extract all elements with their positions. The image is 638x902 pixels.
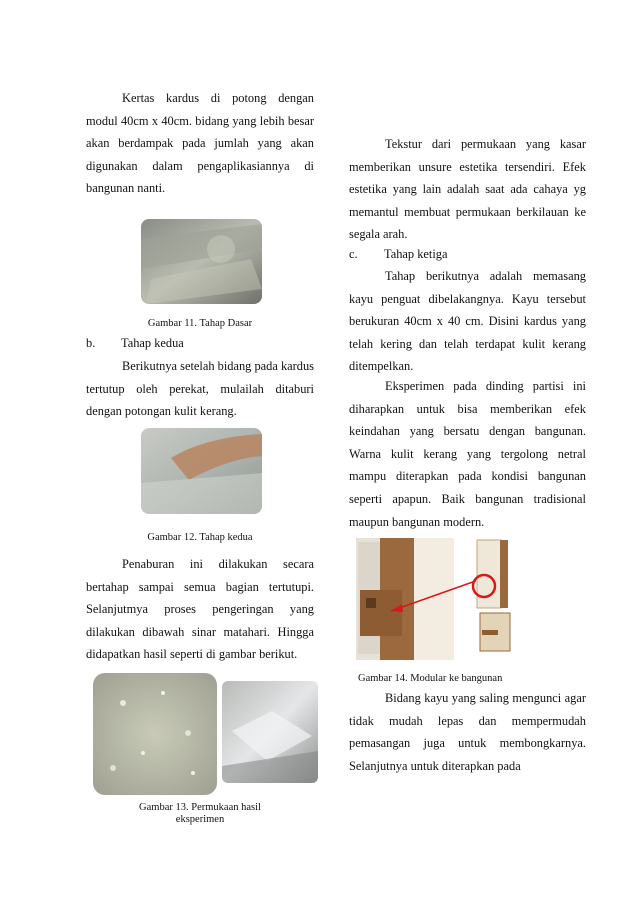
- figure-11-caption: Gambar 11. Tahap Dasar: [147, 318, 253, 329]
- section-b-letter: b.: [86, 336, 96, 350]
- shell-surface-photo: [93, 673, 217, 795]
- section-b-title: Tahap kedua: [121, 336, 184, 350]
- section-c-letter: c.: [349, 247, 358, 261]
- paragraph-drying-process: Penaburan ini dilakukan secara bertahap sampai semua bagian tertutupi. Selanjutmya proses pengeringan yang dilakukan dibawah sinar matahari. Hingga didapatkan hasil seperti di gambar berikut.: [86, 557, 314, 662]
- modular-joint-diagram: [356, 538, 531, 660]
- partition-panel: [414, 538, 454, 660]
- paragraph-texture-aesthetic: Tekstur dari permukaan yang kasar memberikan unsure estetika tersendiri. Efek estetika yang lain adalah saat ada cahaya yg memantul membuat permukaan berkilauan ke segala arah.: [349, 137, 586, 242]
- shell-sprinkling-photo: [141, 428, 262, 514]
- figure-13-caption: Gambar 13. Permukaan hasil eksperimen: [139, 802, 261, 825]
- section-b-heading: [86, 332, 184, 354]
- shell-closeup-photo: [222, 681, 318, 783]
- paragraph-modul-cutting: Kertas kardus di potong dengan modul 40cm x 40cm. bidang yang lebih besar akan berdampak pada jumlah yang akan digunakan dalam pengaplikasiannya di bangunan nanti.: [86, 91, 314, 196]
- figure-14-caption: Gambar 14. Modular ke bangunan: [358, 673, 503, 684]
- figure-13-image-left: [93, 673, 217, 795]
- figure-14-image: [356, 538, 531, 660]
- cardboard-glue-photo: [141, 219, 262, 304]
- figure-13-image-right: [222, 681, 318, 783]
- figure-12-caption: Gambar 12. Tahap kedua: [147, 532, 253, 543]
- right-upper-panel: [477, 540, 501, 608]
- paragraph-interlocking-wood: Bidang kayu yang saling mengunci agar tidak mudah lepas dan mempermudah pemasangan juga untuk membongkarnya. Selanjutnya untuk diterapkan pada: [349, 691, 586, 773]
- section-c-title: Tahap ketiga: [384, 247, 448, 261]
- paragraph-sprinkle-shells: Berikutnya setelah bidang pada kardus tertutup oleh perekat, mulailah ditaburi dengan potongan kulit kerang.: [86, 359, 314, 419]
- paragraph-partition-experiment: Eksperimen pada dinding partisi ini diharapkan untuk bisa memberikan efek keindahan yang bersatu dengan bangunan. Warna kulit kerang yang tergolong netral mampu diterapkan pada kondisi bangunan seperti apapun. Baik bangunan tradisional maupun bangunan modern.: [349, 379, 586, 529]
- figure-12-image: [141, 428, 262, 514]
- wood-block: [360, 590, 402, 636]
- paragraph-wood-reinforcement: Tahap berikutnya adalah memasang kayu penguat dibelakangnya. Kayu tersebut berukuran 40cm x 40 cm. Disini kardus yang telah kering dan telah terdapat kulit kerang ditempelkan.: [349, 269, 586, 374]
- section-c-heading: [349, 243, 447, 265]
- figure-11-image: [141, 219, 262, 304]
